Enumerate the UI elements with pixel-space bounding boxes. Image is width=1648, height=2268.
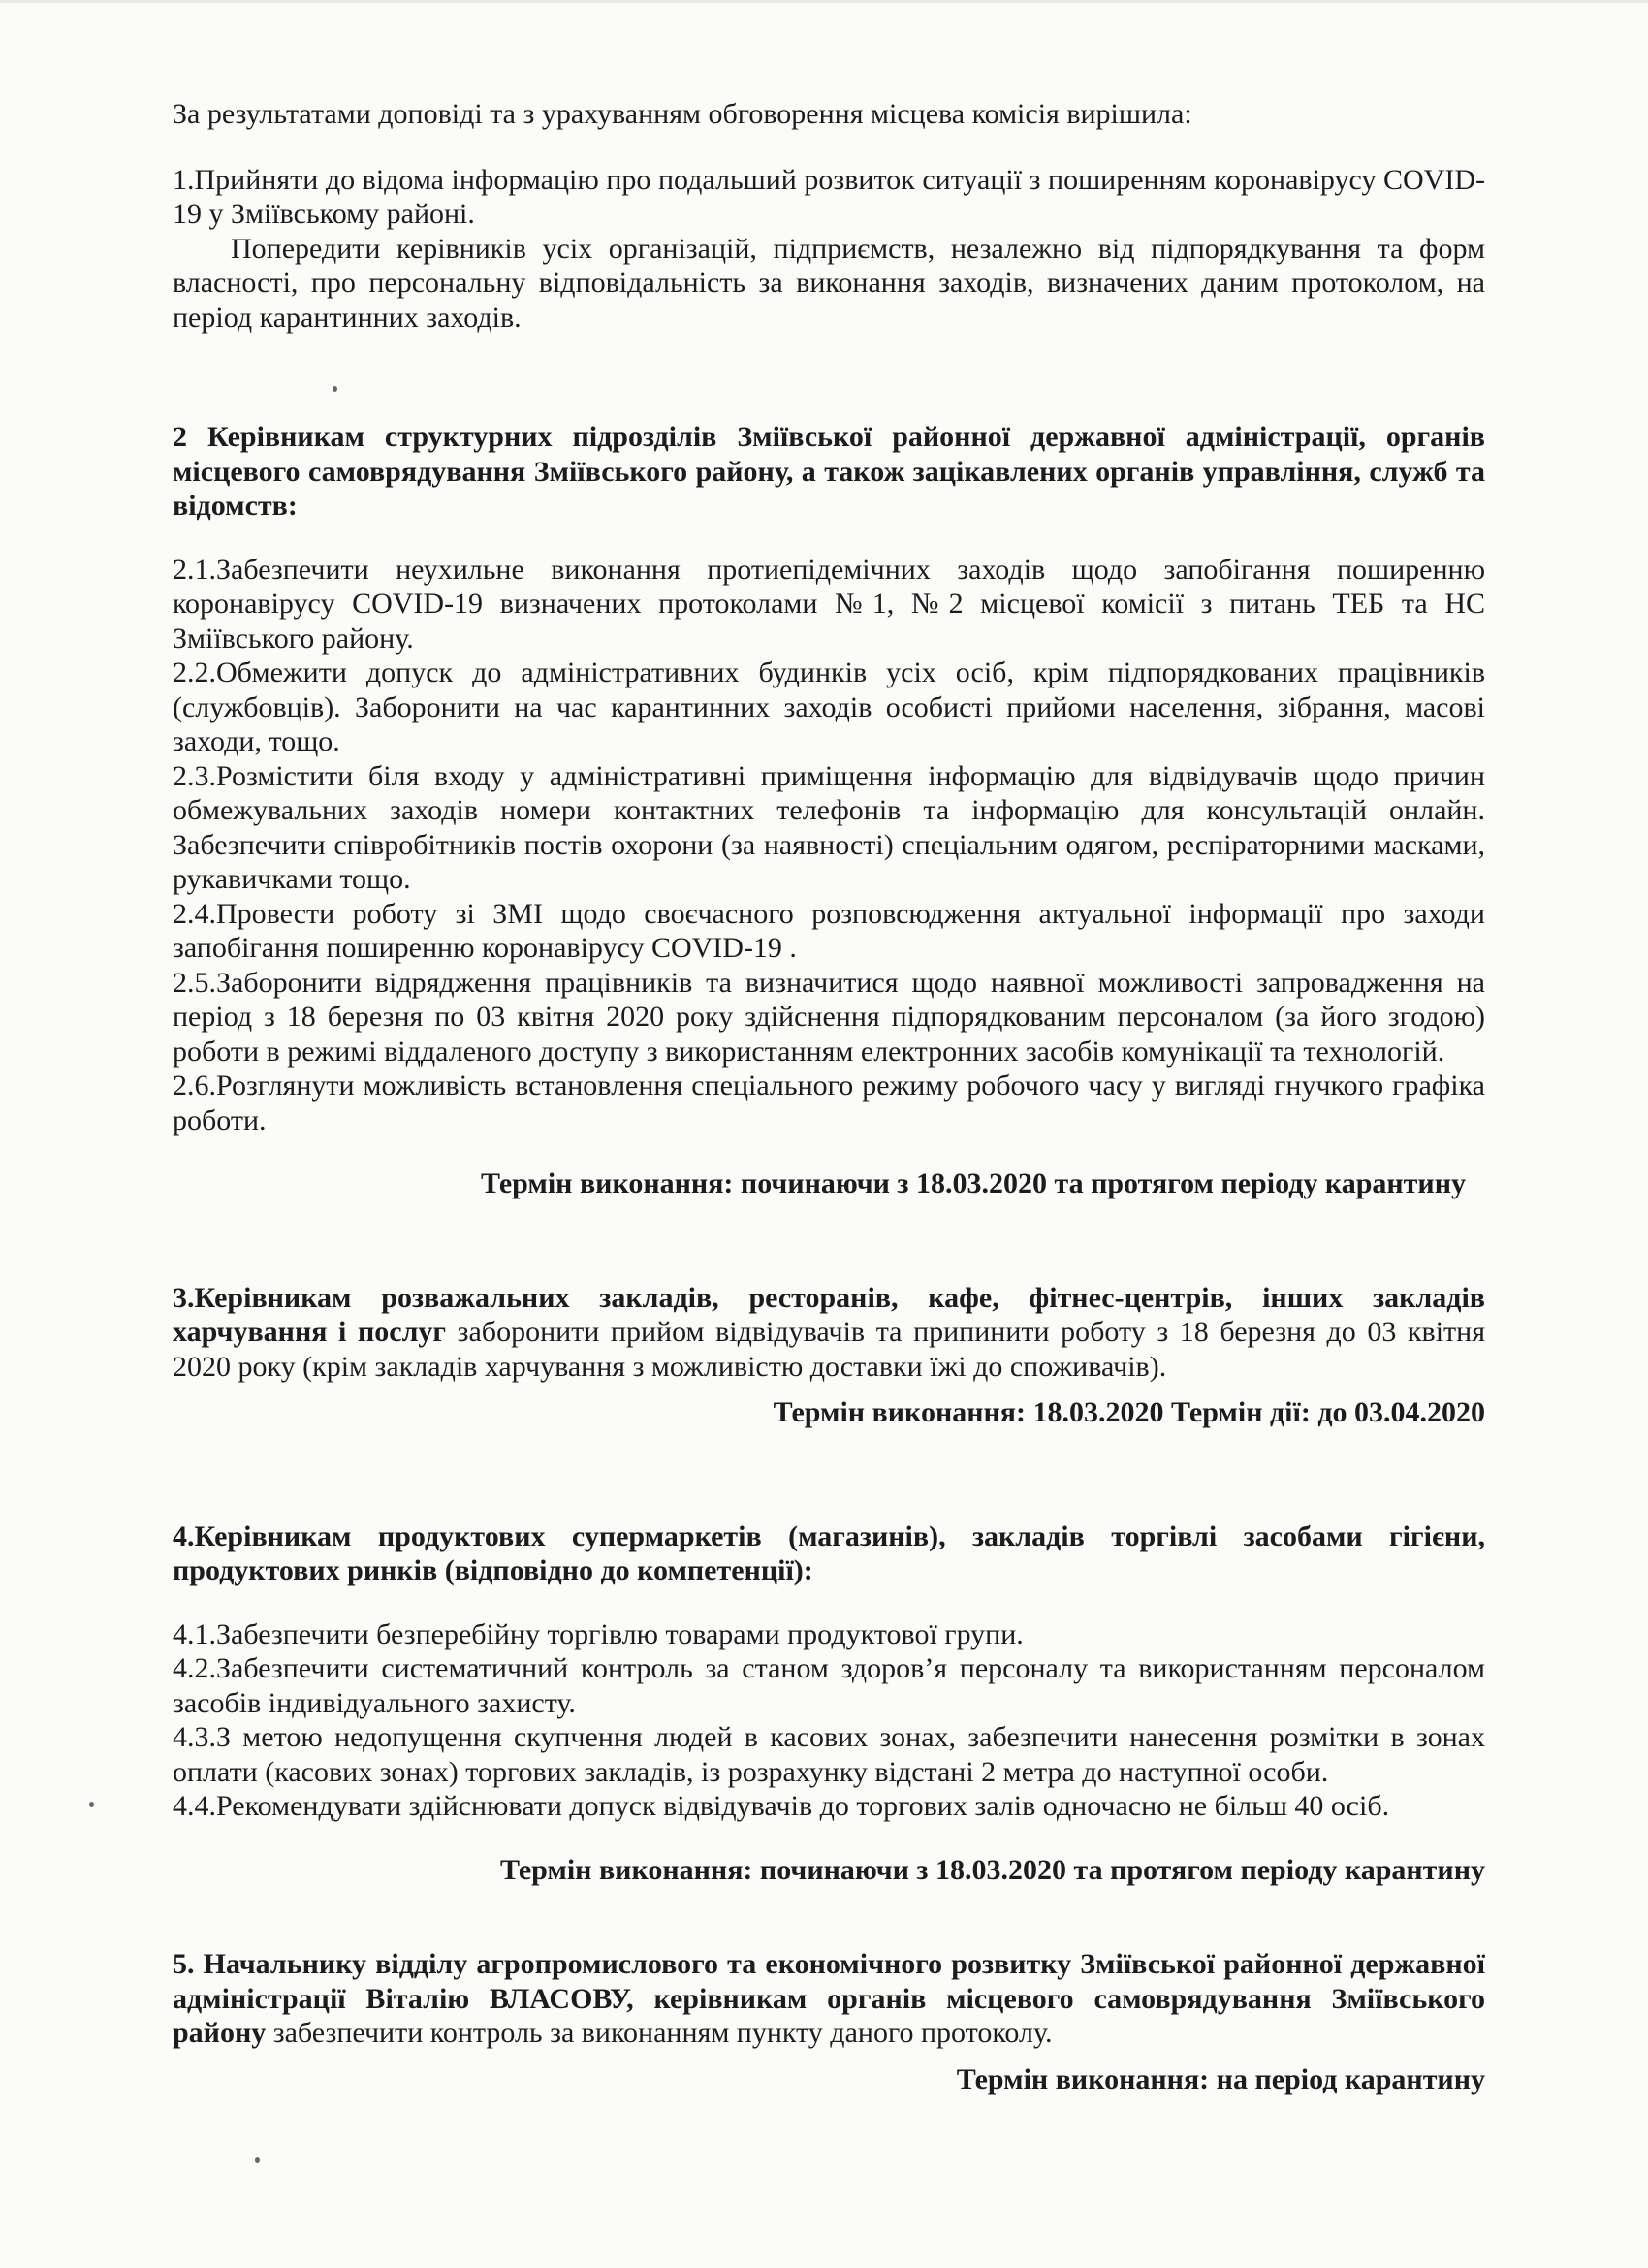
point-3 xyxy=(173,1281,1485,1385)
point-4-1: 4.1.Забезпечити безперебійну торгівлю товарами продуктової групи. xyxy=(173,1617,1024,1650)
point-2-2: 2.2.Обмежити допуск до адміністративних будинків усіх осіб, крім підпорядкованих працівників (службовців). Заборонити на час карантинних заходів особисті прийоми населення, зібрання, масові заходи, тощо. xyxy=(173,656,1485,757)
protocol-page xyxy=(173,97,1485,2125)
scan-speck xyxy=(89,1802,94,1807)
point-2-3: 2.3.Розмістити біля входу у адміністративні приміщення інформацію для відвідувачів щодо причин обмежувальних заходів номери контактних телефонів та інформацію для консультацій онлайн. Забезпечити співробітників постів охорони (за наявності) спеціальним одягом, респіраторними масками, рукавичками тощо. xyxy=(173,759,1485,895)
point-3-term: Термін виконання: 18.03.2020 Термін дії: до 03.04.2020 xyxy=(773,1396,1485,1428)
point-2-heading: 2 Керівникам структурних підрозділів Зміївської районної державної адміністрації, органів місцевого самоврядування Зміївського району, а також зацікавлених органів управління, служб та відомств: xyxy=(173,421,1485,522)
point-5-text: забезпечити контроль за виконанням пункту даного протоколу. xyxy=(266,2017,1053,2049)
point-4-4: 4.4.Рекомендувати здійснювати допуск відвідувачів до торгових залів одночасно не більш 40 осіб. xyxy=(173,1790,1390,1822)
point-3-text: заборонити прийом відвідувачів та припинити роботу з 18 березня до 03 квітня 2020 року (крім закладів харчування з можливістю доставки їжі до споживачів). xyxy=(173,1316,1486,1383)
point-4-3: 4.3.З метою недопущення скупчення людей в касових зонах, забезпечити нанесення розмітки в зонах оплати (касових зонах) торгових закладів, із розрахунку відстані 2 метра до наступної особи. xyxy=(173,1721,1485,1788)
point-5-term: Термін виконання: на період карантину xyxy=(956,2062,1485,2095)
point-5 xyxy=(173,1947,1485,2051)
point-3-bold: 3.Керівникам розважальних закладів, ресторанів, кафе, фітнес-центрів, інших закладів харчування і послуг xyxy=(173,1281,1485,1348)
point-4-heading: 4.Керівникам продуктових супермаркетів (магазинів), закладів торгівлі засобами гігієни, продуктових ринків (відповідно до компетенції): xyxy=(173,1519,1485,1586)
point-4-2: 4.2.Забезпечити систематичний контроль за станом здоров’я персоналу та використанням персоналом засобів індивідуального захисту. xyxy=(173,1652,1485,1719)
point-2-term: Термін виконання: починаючи з 18.03.2020 та протягом періоду карантину xyxy=(481,1167,1466,1199)
point-1: 1.Прийняти до відома інформацію про подальший розвиток ситуації з поширенням коронавірусу COVID-19 у Зміївському районі. xyxy=(173,163,1485,230)
point-4-term: Термін виконання: починаючи з 18.03.2020 та протягом періоду карантину xyxy=(500,1853,1485,1886)
point-2-1: 2.1.Забезпечити неухильне виконання протиепідемічних заходів щодо запобігання поширенню коронавірусу COVID-19 визначених протоколами №1, №2 місцевої комісії з питань ТЕБ та НС Зміївського району. xyxy=(173,553,1485,655)
scan-speck xyxy=(255,2157,260,2163)
point-1-warning: Попередити керівників усіх організацій, підприємств, незалежно від підпорядкування та форм власності, про персональну відповідальність за виконання заходів, визначених даним протоколом, на період карантинних заходів. xyxy=(173,232,1485,334)
scan-edge xyxy=(0,0,1648,3)
point-5-bold: 5. Начальнику відділу агропромислового та економічного розвитку Зміївської районної державної адміністрації Віталію ВЛАСОВУ, керівникам органів місцевого самоврядування Зміївського району xyxy=(173,1948,1485,2049)
point-2-6: 2.6.Розглянути можливість встановлення спеціального режиму робочого часу у вигляді гнучкого графіка роботи. xyxy=(173,1070,1485,1136)
intro-line: За результатами доповіді та з урахуванням обговорення місцева комісія вирішила: xyxy=(173,98,1192,130)
point-2-4: 2.4.Провести роботу зі ЗМІ щодо своєчасного розповсюдження актуальної інформації про заходи запобігання поширенню коронавірусу COVID-19 . xyxy=(173,897,1485,964)
point-2-5: 2.5.Заборонити відрядження працівників та визначитися щодо наявної можливості запровадження на період з 18 березня по 03 квітня 2020 року здійснення підпорядкованим персоналом (за його згодою) роботи в режимі віддаленого доступу з використанням електронних засобів комунікації та технологій. xyxy=(173,966,1485,1068)
